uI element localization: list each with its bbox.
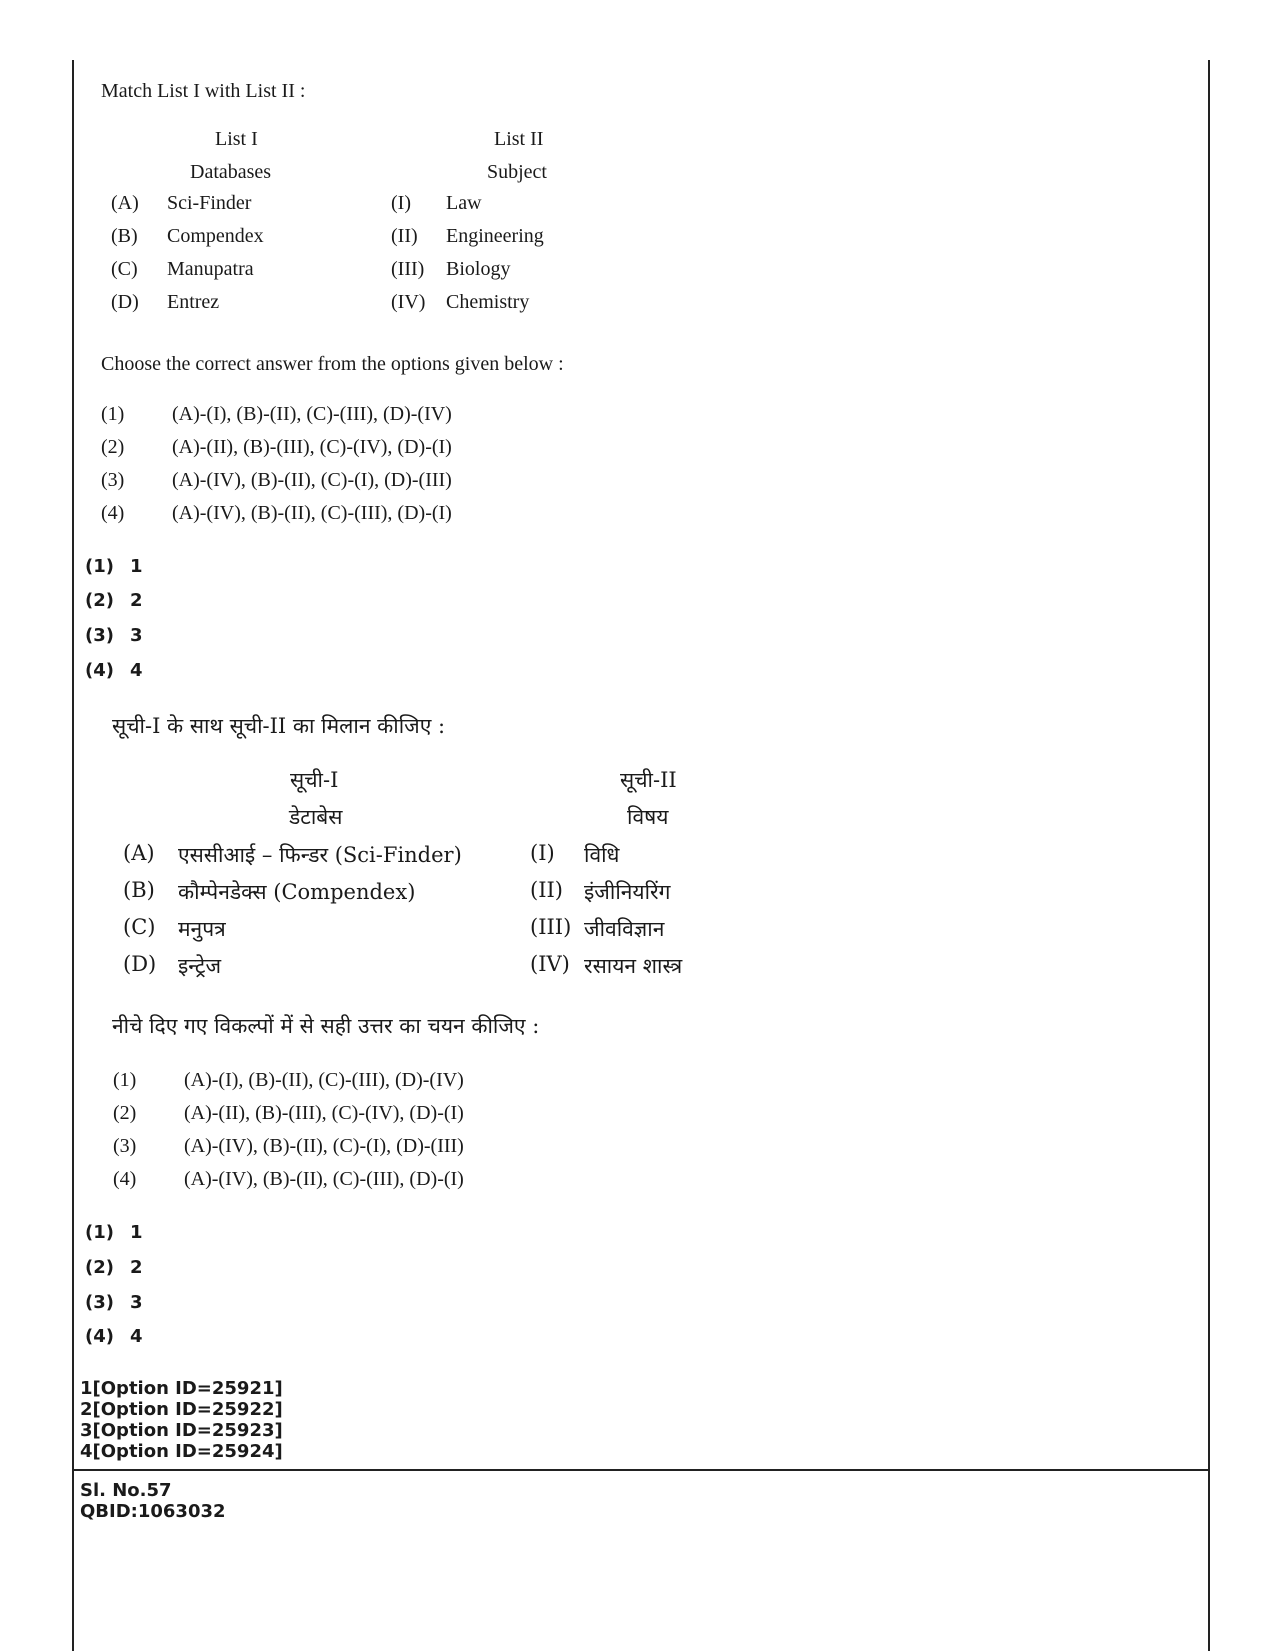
list2-label: (IV): [530, 952, 570, 976]
list1-item-hindi: इन्ट्रेज: [178, 954, 222, 978]
question-bank-id: QBID:1063032: [80, 1501, 226, 1522]
answer-value[interactable]: 4: [130, 1326, 143, 1347]
list2-subheading-hindi: विषय: [627, 805, 669, 829]
list2-item: Law: [446, 192, 482, 214]
list1-item-hindi: एससीआई – फिन्डर (Sci-Finder): [178, 843, 462, 867]
list2-item: Engineering: [446, 225, 544, 247]
list1-heading-hindi: सूची-I: [290, 768, 339, 792]
list2-label: (II): [530, 878, 563, 902]
option-number: (1): [101, 403, 125, 425]
option-id: 2[Option ID=25922]: [80, 1399, 283, 1420]
list1-label: (C): [111, 258, 138, 280]
choose-instruction-hindi: नीचे दिए गए विकल्पों में से सही उत्तर का चयन कीजिए :: [112, 1014, 540, 1038]
option-number: (4): [113, 1168, 137, 1190]
list2-heading: List II: [494, 128, 544, 150]
list2-label: (I): [391, 192, 411, 214]
option-text: (A)-(IV), (B)-(II), (C)-(III), (D)-(I): [184, 1168, 464, 1190]
list2-item: Chemistry: [446, 291, 530, 313]
list2-label: (I): [530, 841, 555, 865]
list1-item: Compendex: [167, 225, 264, 247]
list1-subheading-hindi: डेटाबेस: [289, 805, 343, 829]
option-id: 3[Option ID=25923]: [80, 1420, 283, 1441]
option-text: (A)-(I), (B)-(II), (C)-(III), (D)-(IV): [184, 1069, 464, 1091]
option-number: (2): [113, 1102, 137, 1124]
answer-number: (4): [85, 660, 114, 681]
answer-number: (1): [85, 1222, 114, 1243]
option-text: (A)-(IV), (B)-(II), (C)-(I), (D)-(III): [184, 1135, 464, 1157]
right-border: [1208, 60, 1210, 1651]
list1-heading: List I: [215, 128, 258, 150]
list2-item-hindi: रसायन शास्त्र: [584, 954, 683, 978]
answer-value[interactable]: 1: [130, 556, 143, 577]
option-number: (1): [113, 1069, 137, 1091]
separator-line: [72, 1469, 1210, 1471]
serial-number: Sl. No.57: [80, 1480, 172, 1501]
list2-label: (III): [530, 915, 572, 939]
option-text: (A)-(IV), (B)-(II), (C)-(III), (D)-(I): [172, 502, 452, 524]
answer-value[interactable]: 2: [130, 590, 143, 611]
list1-label: (A): [111, 192, 139, 214]
answer-value[interactable]: 1: [130, 1222, 143, 1243]
list1-label: (B): [111, 225, 138, 247]
option-number: (3): [101, 469, 125, 491]
answer-value[interactable]: 4: [130, 660, 143, 681]
question-prompt: Match List I with List II :: [101, 80, 306, 102]
list2-subheading: Subject: [487, 161, 547, 183]
list2-heading-hindi: सूची-II: [620, 768, 677, 792]
option-text: (A)-(II), (B)-(III), (C)-(IV), (D)-(I): [184, 1102, 464, 1124]
list2-item-hindi: जीवविज्ञान: [584, 917, 665, 941]
answer-number: (1): [85, 556, 114, 577]
left-border: [72, 60, 74, 1651]
list1-item: Sci-Finder: [167, 192, 252, 214]
list1-item: Entrez: [167, 291, 220, 313]
choose-instruction: Choose the correct answer from the options given below :: [101, 353, 564, 375]
question-prompt-hindi: सूची-I के साथ सूची-II का मिलान कीजिए :: [112, 714, 446, 738]
answer-value[interactable]: 3: [130, 625, 143, 646]
list1-item-hindi: कौम्पेनडेक्स (Compendex): [178, 880, 416, 904]
list1-item-hindi: मनुपत्र: [178, 917, 226, 941]
list2-label: (IV): [391, 291, 426, 313]
option-id: 1[Option ID=25921]: [80, 1378, 283, 1399]
list1-item: Manupatra: [167, 258, 254, 280]
answer-number: (3): [85, 625, 114, 646]
option-text: (A)-(IV), (B)-(II), (C)-(I), (D)-(III): [172, 469, 452, 491]
list1-label: (D): [111, 291, 139, 313]
option-text: (A)-(II), (B)-(III), (C)-(IV), (D)-(I): [172, 436, 452, 458]
option-id: 4[Option ID=25924]: [80, 1441, 283, 1462]
list2-label: (II): [391, 225, 418, 247]
list2-item: Biology: [446, 258, 511, 280]
answer-number: (3): [85, 1292, 114, 1313]
list2-label: (III): [391, 258, 425, 280]
list2-item-hindi: विधि: [584, 843, 620, 867]
list1-label: (D): [123, 952, 157, 976]
list1-label: (B): [123, 878, 155, 902]
answer-number: (2): [85, 1257, 114, 1278]
option-text: (A)-(I), (B)-(II), (C)-(III), (D)-(IV): [172, 403, 452, 425]
list2-item-hindi: इंजीनियरिंग: [584, 880, 671, 904]
list1-label: (C): [123, 915, 156, 939]
answer-value[interactable]: 2: [130, 1257, 143, 1278]
answer-number: (2): [85, 590, 114, 611]
answer-number: (4): [85, 1326, 114, 1347]
option-number: (3): [113, 1135, 137, 1157]
list1-subheading: Databases: [190, 161, 272, 183]
option-number: (4): [101, 502, 125, 524]
answer-value[interactable]: 3: [130, 1292, 143, 1313]
list1-label: (A): [123, 841, 155, 865]
option-number: (2): [101, 436, 125, 458]
